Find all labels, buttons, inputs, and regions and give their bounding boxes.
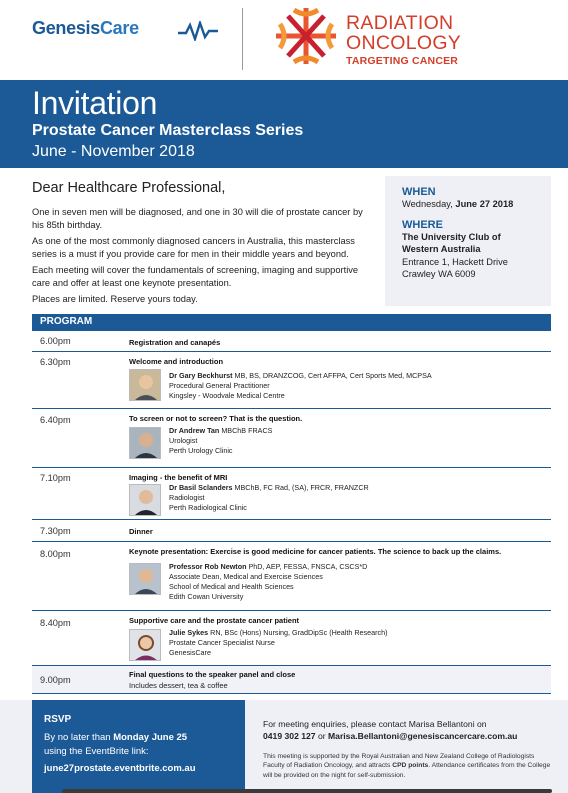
speaker-name: Dr Basil Sclanders (169, 483, 233, 492)
support-cpd: CPD points (392, 762, 429, 770)
speaker-name: Julie Sykes (169, 628, 209, 637)
intro-paragraph: Places are limited. Reserve yours today. (32, 294, 198, 305)
speaker-role: Prostate Cancer Specialist Nurse (169, 638, 275, 648)
speaker-details (169, 562, 367, 602)
speaker-details (169, 426, 272, 456)
invitation-banner (0, 80, 568, 168)
rsvp-panel (32, 700, 245, 793)
program-time: 8.40pm (40, 618, 71, 628)
program-title: Registration and canapés (129, 338, 221, 347)
program-time: 7.10pm (40, 473, 71, 483)
speaker-organisation: School of Medical and Health Sciences (169, 582, 294, 592)
series-dates: June - November 2018 (32, 143, 195, 160)
brand-divider (242, 8, 243, 70)
program-row (32, 520, 551, 542)
program-title: Imaging - the benefit of MRI (129, 473, 228, 482)
venue-address-line1: Entrance 1, Hackett Drive (402, 256, 508, 267)
speaker-name: Professor Rob Newton (169, 562, 247, 571)
speaker-details (169, 628, 388, 658)
speaker-qualifications: RN, BSc (Hons) Nursing, GradDipSc (Health Research) (208, 628, 388, 637)
speaker-role: Urologist (169, 436, 198, 446)
program-title: Keynote presentation: Exercise is good medicine for cancer patients. The science to back up the claims. (129, 547, 502, 556)
rsvp-deadline-prefix: By no later than (44, 732, 114, 743)
speaker-photo-avatar (129, 369, 161, 401)
brand-header (0, 0, 568, 80)
speaker-details (169, 371, 432, 401)
event-day: Wednesday, (402, 199, 456, 209)
program-title: To screen or not to screen? That is the question. (129, 414, 303, 423)
intro-paragraph: One in seven men will be diagnosed, and one in 30 will die of prostate cancer by his 85th birthday. (32, 207, 363, 230)
program-note: Includes dessert, tea & coffee (129, 681, 228, 690)
speaker-organisation: Edith Cowan University (169, 592, 244, 602)
ro-tagline: TARGETING CANCER (346, 55, 459, 67)
speaker-photo-avatar (129, 563, 161, 595)
support-text: This meeting is supported by the Royal Australian and New Zealand College of Radiologists Faculty of Radiation Oncology, and attracts (263, 753, 535, 770)
enquiries-text: For meeting enquiries, please contact Marisa Bellantoni on (263, 719, 487, 729)
logo-word-care: Care (99, 18, 139, 38)
program-time: 7.30pm (40, 526, 71, 536)
speaker-details (169, 483, 369, 513)
intro-text (32, 206, 377, 310)
contact-or: or (315, 731, 328, 742)
series-title: Prostate Cancer Masterclass Series (32, 122, 304, 139)
program-time: 6.30pm (40, 357, 71, 367)
program-title: Final questions to the speaker panel and close (129, 670, 296, 679)
genesiscare-logo (32, 18, 139, 39)
program-heading: PROGRAM (32, 314, 551, 331)
speaker-qualifications: MB, BS, DRANZCOG, Cert AFFPA, Cert Sports Med, MCPSA (232, 371, 432, 380)
program-time: 6.40pm (40, 415, 71, 425)
speaker-photo-avatar (129, 427, 161, 459)
speaker-qualifications: MBChB, FC Rad, (SA), FRCR, FRANZCR (232, 483, 369, 492)
rsvp-heading: RSVP (44, 714, 72, 725)
speaker-qualifications: PhD, AEP, FESSA, FNSCA, CSCS*D (246, 562, 368, 571)
intro-paragraph: Each meeting will cover the fundamentals of screening, imaging and supportive care and offer at least one keynote presentation. (32, 265, 359, 288)
support-note (263, 752, 555, 780)
program-title: Welcome and introduction (129, 357, 224, 366)
speaker-organisation: GenesisCare (169, 648, 211, 658)
contact-email[interactable]: Marisa.Bellantoni@genesiscancercare.com.au (328, 731, 518, 742)
speaker-role: Procedural General Practitioner (169, 381, 270, 391)
program-row (32, 666, 551, 694)
speaker-qualifications: MBChB FRACS (219, 426, 273, 435)
radiation-oncology-logo-text (346, 14, 461, 67)
program-time: 9.00pm (40, 675, 71, 685)
event-date-bold: June 27 2018 (455, 199, 514, 209)
radiation-oncology-emblem-icon (270, 4, 342, 68)
footer-divider (62, 789, 552, 793)
speaker-role: Radiologist (169, 493, 205, 503)
program-title: Supportive care and the prostate cancer patient (129, 616, 300, 625)
speaker-photo-avatar (129, 629, 161, 661)
bottom-band-left (0, 700, 32, 793)
ro-line-oncology: ONCOLOGY (346, 31, 462, 54)
program-row (32, 409, 551, 468)
speaker-organisation: Kingsley - Woodvale Medical Centre (169, 391, 285, 401)
program-time: 6.00pm (40, 336, 71, 346)
rsvp-deadline-date: Monday June 25 (113, 732, 188, 743)
program-row (32, 542, 551, 611)
speaker-role: Associate Dean, Medical and Exercise Sciences (169, 572, 323, 582)
venue-name-line1: The University Club of (402, 231, 501, 242)
rsvp-link[interactable]: june27prostate.eventbrite.com.au (44, 762, 196, 774)
program-title: Dinner (129, 527, 153, 536)
rsvp-instruction: using the EventBrite link: (44, 745, 149, 757)
rsvp-deadline (44, 731, 245, 745)
speaker-name: Dr Gary Beckhurst (169, 371, 233, 380)
greeting: Dear Healthcare Professional, (32, 180, 226, 196)
ro-line-radiation: RADIATION (346, 12, 454, 34)
program-row (32, 611, 551, 666)
speaker-photo-avatar (129, 484, 161, 516)
when-heading: WHEN (402, 186, 436, 198)
program-time: 8.00pm (40, 549, 71, 559)
venue-address-line2: Crawley WA 6009 (402, 269, 476, 280)
enquiries (263, 718, 555, 743)
speaker-organisation: Perth Urology Clinic (169, 446, 233, 456)
program-row (32, 352, 551, 409)
contact-phone[interactable]: 0419 302 127 (263, 731, 316, 742)
invitation-title: Invitation (32, 85, 158, 121)
venue-name-line2: Western Australia (402, 244, 481, 255)
genesiscare-wave-icon (178, 21, 218, 41)
program-row (32, 468, 551, 520)
intro-paragraph: As one of the most commonly diagnosed cancers in Australia, this masterclass series is a must if you provide care for men in their middle years and beyond. (32, 236, 355, 259)
support-text-end: . Attendance certificates from the College will be provided on the night for self-submission. (263, 762, 551, 779)
program-row (32, 331, 551, 352)
event-date (402, 198, 551, 211)
when-where-panel (385, 176, 551, 306)
where-heading: WHERE (402, 218, 443, 231)
logo-word-genesis: Genesis (32, 18, 100, 38)
speaker-organisation: Perth Radiological Clinic (169, 503, 247, 513)
speaker-name: Dr Andrew Tan (169, 426, 220, 435)
